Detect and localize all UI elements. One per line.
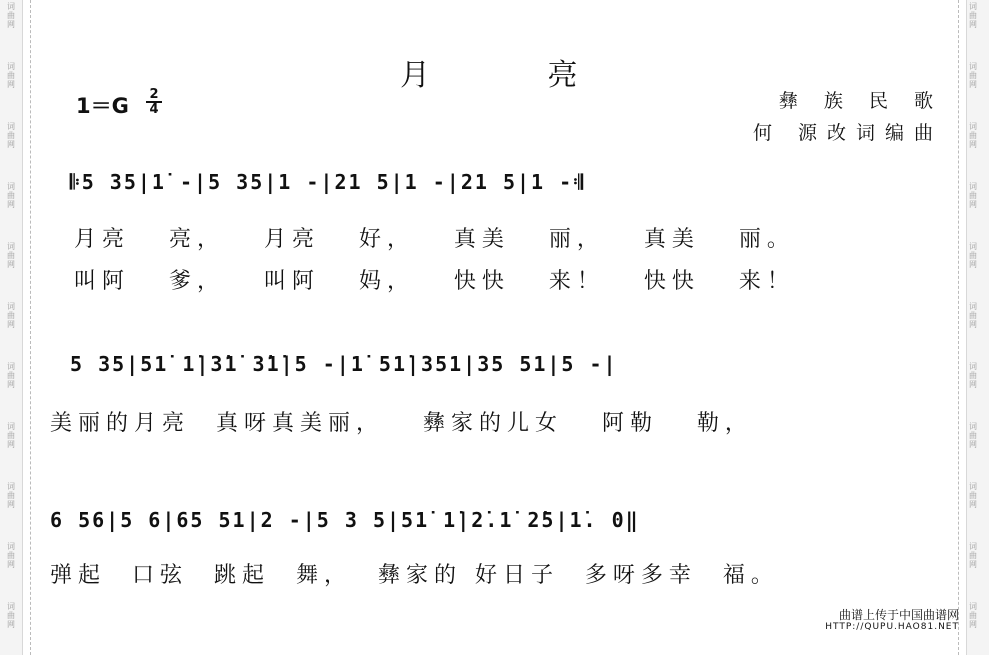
notation-row-1: 𝄆5 35|1̇ -|5 35|1 -|21 5|1 -|21 5|1 -𝄇 (70, 170, 585, 194)
watermark-right-4: 词 曲 网 (969, 242, 977, 269)
credit-arranger: 何 源改词编曲 (752, 122, 943, 144)
watermark-right-6: 词 曲 网 (969, 362, 977, 389)
watermark-right-9: 词 曲 网 (969, 542, 977, 569)
watermark-left-2: 词 曲 网 (7, 122, 15, 149)
watermark-left-4: 词 曲 网 (7, 242, 15, 269)
song-title: 月 亮 (400, 58, 632, 93)
watermark-left-9: 词 曲 网 (7, 542, 15, 569)
time-signature (146, 88, 162, 116)
credit-origin: 彝 族 民 歌 (778, 90, 943, 112)
footer-url[interactable]: HTTP://QUPU.HAO81.NET (825, 622, 959, 632)
watermark-left-10: 词 曲 网 (7, 602, 15, 629)
lyrics-row-3: 弹起 口弦 跳起 舞， 彝家的 好日子 多呀多幸 福。 (50, 563, 779, 588)
key-signature: 1＝G (76, 94, 129, 118)
watermark-left-0: 词 曲 网 (7, 2, 15, 29)
watermark-right-7: 词 曲 网 (969, 422, 977, 449)
notation-row-2: 5 35|51̇ 1̇|3̇1̇ 3̇1̇|5 -|1̇ 51̇|351|35 51|5 -| (70, 352, 618, 376)
watermark-right-10: 词 曲 网 (969, 602, 977, 629)
lyrics-row-1-verse-1: 月亮 亮， 月亮 好， 真美 丽， 真美 丽。 (74, 227, 795, 252)
notation-row-3: 6 56|5 6|65 51|2 -|5 3 5|51̇ 1̇|2̇.1̇ 2̇5|1̇. 0‖ (50, 508, 640, 532)
time-signature-bottom: 4 (149, 102, 159, 117)
watermark-right-2: 词 曲 网 (969, 122, 977, 149)
lyrics-row-2: 美丽的月亮 真呀真美丽， 彝家的儿女 阿勒 勒， (50, 411, 753, 436)
lyrics-row-1-verse-2: 叫阿 爹， 叫阿 妈， 快快 来！ 快快 来！ (74, 269, 795, 294)
watermark-right-1: 词 曲 网 (969, 62, 977, 89)
watermark-right-5: 词 曲 网 (969, 302, 977, 329)
watermark-left-3: 词 曲 网 (7, 182, 15, 209)
left-dashed-line (30, 0, 32, 655)
watermark-left-6: 词 曲 网 (7, 362, 15, 389)
watermark-left-8: 词 曲 网 (7, 482, 15, 509)
watermark-left-1: 词 曲 网 (7, 62, 15, 89)
watermark-right-0: 词 曲 网 (969, 2, 977, 29)
time-signature-top: 2 (146, 88, 162, 103)
watermark-left-7: 词 曲 网 (7, 422, 15, 449)
watermark-left-5: 词 曲 网 (7, 302, 15, 329)
footer-source: 曲谱上传于中国曲谱网 (838, 608, 959, 622)
watermark-right-8: 词 曲 网 (969, 482, 977, 509)
right-dashed-line (958, 0, 960, 655)
watermark-right-3: 词 曲 网 (969, 182, 977, 209)
